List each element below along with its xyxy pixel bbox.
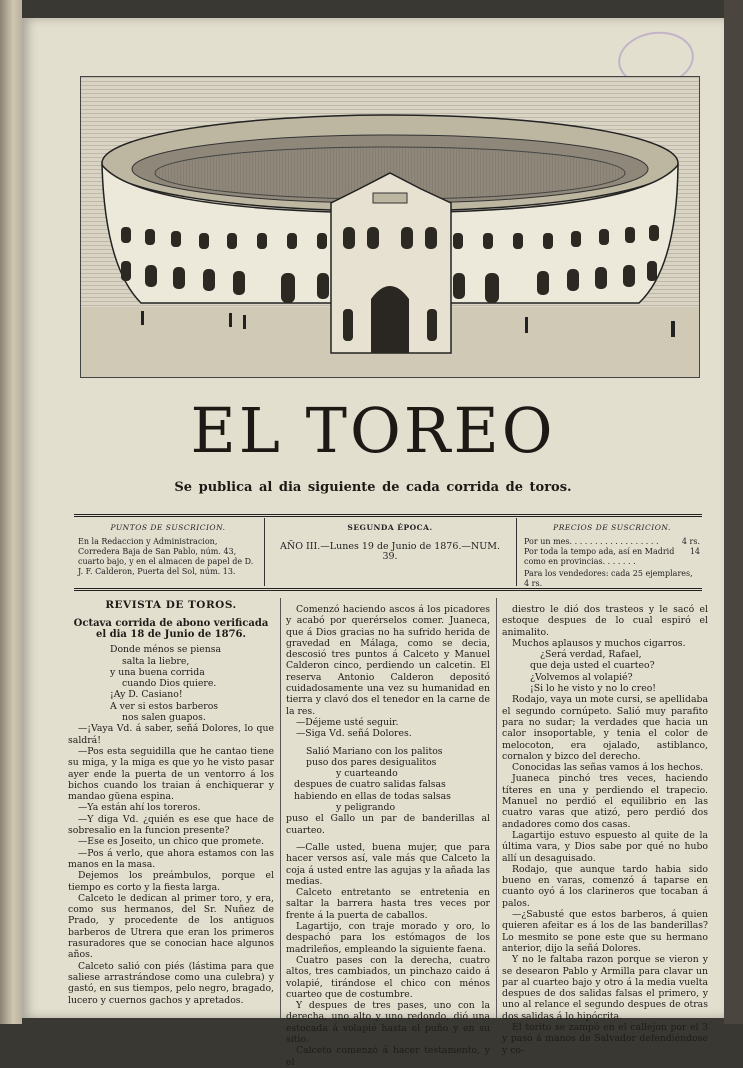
paragraph: —Siga Vd. señá Dolores.: [296, 728, 412, 740]
bottom-rule: [74, 588, 702, 589]
paragraph: —Ese es Joseito, un chico que promete.: [78, 836, 265, 848]
paragraph: Dejemos los preámbulos, porque el tiempo es corto y la fiesta larga.: [68, 870, 274, 893]
paragraph: Comenzó haciendo ascos á los picadores y acabó por querérselos comer. Juaneca, que á Dios gracias no ha sufrido herida de gravedad en Málaga, como se decia, descosió tres puntos á Calceto y Manuel Calderon cinco, perdiendo un calcetin. El reserva Antonio Calderon depositó cuidadosamente una vez su humanidad en tierra y clavó dos el tenedor en la carne de la res.: [286, 604, 490, 717]
verse-line: puso el Gallo un par de banderillas al cuarteo.: [286, 813, 490, 836]
issue-date: AÑO III.—Lunes 19 de Junio de 1876.—NUM. 39.: [280, 541, 500, 562]
verse-line: que deja usted el cuarteo?: [530, 660, 655, 672]
subscription-prices: [524, 518, 700, 586]
verse-line: puso dos pares desigualitos: [306, 756, 437, 768]
paragraph: Calceto comenzó á hacer testamento, y el: [286, 1045, 490, 1068]
paragraph: —¡Vaya Vd. á saber, señá Dolores, lo que saldrá!: [68, 723, 274, 746]
vendor-price: Para los vendedores: cada 25 ejemplares, 4 rs.: [524, 569, 693, 588]
verse-line: ¿Será verdad, Rafael,: [540, 649, 642, 661]
verse-line: Donde ménos se piensa: [110, 644, 222, 656]
paragraph: El torito se zampó en el callejon por el 3 y pasó á manos de Salvador defendiéndose y co-: [502, 1021, 708, 1056]
verse-line: habiendo en ellas de todas salsas: [294, 790, 451, 802]
verse-line: salta la liebre,: [122, 655, 190, 667]
paragraph: —Déjeme usté seguir.: [296, 716, 399, 728]
column-divider: [280, 598, 281, 1018]
verse-line: A ver si estos barberos: [110, 700, 219, 712]
subscription-points: [78, 518, 258, 586]
top-rule: [74, 514, 702, 515]
verse-line: ¡Ay D. Casiano!: [110, 689, 183, 701]
column-divider: [496, 598, 497, 1018]
paragraph: Rodajo, que aunque tardo habia sido bueno en varas, comenzó á taparse en cuanto oyó á los clarineros que tocaban á palos.: [502, 863, 708, 909]
adjacent-page-edge: [0, 0, 22, 1024]
paragraph: —Pos á verlo, que ahora estamos con las manos en la masa.: [68, 847, 274, 870]
verse-line: cuando Dios quiere.: [122, 678, 217, 690]
article-subheading: Octava corrida de abono verificada el dia 18 de Junio de 1876.: [73, 618, 269, 641]
paragraph: diestro le dió dos trasteos y le sacó el estoque despues de lo cual espiró el animalito.: [502, 604, 708, 638]
top-rule-double: [74, 516, 702, 517]
paragraph: Lagartijo, con traje morado y oro, lo despachó para los estómagos de los madrileños, empleando la siguiente faena.: [286, 921, 490, 955]
verse-line: Salió Mariano con los palitos: [306, 745, 443, 757]
paragraph: Calceto salió con piés (lástima para que saliese arrastrándose como una culebra) y gastó, en sus tiempos, pelo negro, bragado, lucero y cuernos gachos y apretados.: [68, 960, 275, 1006]
subscription-bar: [74, 518, 702, 586]
paragraph: Cuatro pases con la derecha, cuatro altos, tres cambiados, un pinchazo caido á volapié, tirándose el chico con ménos cuarteo que de costumbre.: [286, 954, 490, 1000]
closing-verse: [502, 649, 708, 694]
subscription-points-text: En la Redaccion y Administracion, Corredera Baja de San Pablo, núm. 43, cuarto bajo, y en el almacen de papel de D. J. F. Calderon, Puerta del Sol, núm. 13.: [78, 537, 254, 576]
issue-info: [272, 518, 508, 586]
subscription-prices-heading: PRECIOS DE SUSCRICION.: [553, 523, 671, 532]
verse-line: y cuarteando: [336, 768, 398, 780]
opening-verse: [68, 644, 274, 723]
paragraph: —¿Sabusté que estos barberos, á quien quieren afeitar es á los de las banderillas? Lo mesmito se pone este que su hermano anterior, dijo la señá Dolores.: [502, 909, 708, 954]
bullring-engraving: [80, 76, 700, 378]
issue-epoch: SEGUNDA ÉPOCA.: [347, 523, 433, 532]
paragraph: Muchos aplausos y muchos cigarros.: [512, 637, 686, 649]
column-2: [286, 604, 490, 1068]
column-3: [502, 604, 708, 1056]
info-divider: [264, 518, 265, 586]
paragraph: Lagartijo estuvo espuesto al quite de la última vara, y Dios sabe por qué no hubo allí un desaguisado.: [502, 829, 708, 864]
verse-line: ¡Si lo he visto y no lo creo!: [530, 683, 657, 695]
paragraph: Y no le faltaba razon porque se vieron y se desearon Pablo y Armilla para clavar un par al cuarteo bajo y otro á la media vuelta despues de dos salidas falsas el primero, y uno al relance el segundo despues de otras dos salidas á lo hipócrita.: [502, 954, 708, 1022]
info-divider: [516, 518, 517, 586]
bottom-rule-double: [74, 590, 702, 591]
paragraph: —Calle usted, buena mujer, que para hacer versos así, vale más que Calceto la coja á usted entre las agujas y la añada las medias.: [286, 841, 490, 887]
masthead-subtitle: Se publica al dia siguiente de cada corrida de toros.: [174, 480, 572, 495]
middle-verse: [286, 746, 490, 836]
newspaper-page: [22, 18, 724, 1068]
subscription-points-heading: PUNTOS DE SUSCRICION.: [110, 523, 226, 532]
article-heading: REVISTA DE TOROS.: [105, 599, 237, 611]
paragraph: —Pos esta seguidilla que he cantao tiene su miga, y la miga es que yo he visto pasar ayer ende la puerta de un ventorro á los bichos cuando los traian á enchiquerar y mandao güena espina.: [68, 745, 274, 803]
paragraph: Y despues de tres pases, uno con la derecha, uno alto y uno redondo, dió una estocada á volapié hasta el puño y en su sitio.: [286, 1000, 490, 1045]
paragraph: —Y diga Vd. ¿quién es ese que hace de sobresalio en la funcion presente?: [68, 813, 274, 837]
verse-line: despues de cuatro salidas falsas: [294, 779, 446, 791]
paragraph: Calceto le dedican al primer toro, y era, como sus hermanos, del Sr. Nuñez de Prado, y procedente de los antiguos barberos de Utrera que eran los primeros rasuradores que se conocian hace algunos años.: [68, 892, 274, 961]
verse-line: y una buena corrida: [110, 666, 205, 678]
verse-line: y peligrando: [336, 802, 396, 814]
paragraph: —Ya están ahí los toreros.: [78, 802, 201, 814]
paragraph: Rodajo, vaya un mote cursi, se apellidaba el segundo cornúpeto. Salió muy parafito para no sudar; la verdades que hacia un calor insoportable, y tenia el color de melocoton, era ojalado, astiblanco, cornalon y bizco del derecho.: [502, 694, 708, 762]
masthead-title: EL TOREO: [190, 394, 556, 467]
price-row: Por un mes. . . . . . . . . . . . . . . . . . 4 rs.: [524, 537, 700, 546]
paragraph: Conocidas las señas vamos á los hechos.: [512, 762, 704, 774]
paragraph: Juaneca pinchó tres veces, haciendo títeres en una y perdiendo el trapecio. Manuel no perdió el equilibrio en las cuatro varas que atizó, pero perdió dos andadores como dos casas.: [502, 773, 708, 830]
price-row: Por toda la tempo ada, así en Madrid como en provincias. . . . . . . 14: [524, 547, 700, 566]
book-edge: [724, 0, 743, 1024]
column-1: [68, 600, 274, 1006]
paragraph: Calceto entretanto se entretenia en saltar la barrera hasta tres veces por frente á la puerta de caballos.: [286, 887, 490, 921]
verse-line: nos salen guapos.: [122, 712, 206, 724]
verse-line: ¿Volvemos al volapié?: [530, 671, 633, 683]
